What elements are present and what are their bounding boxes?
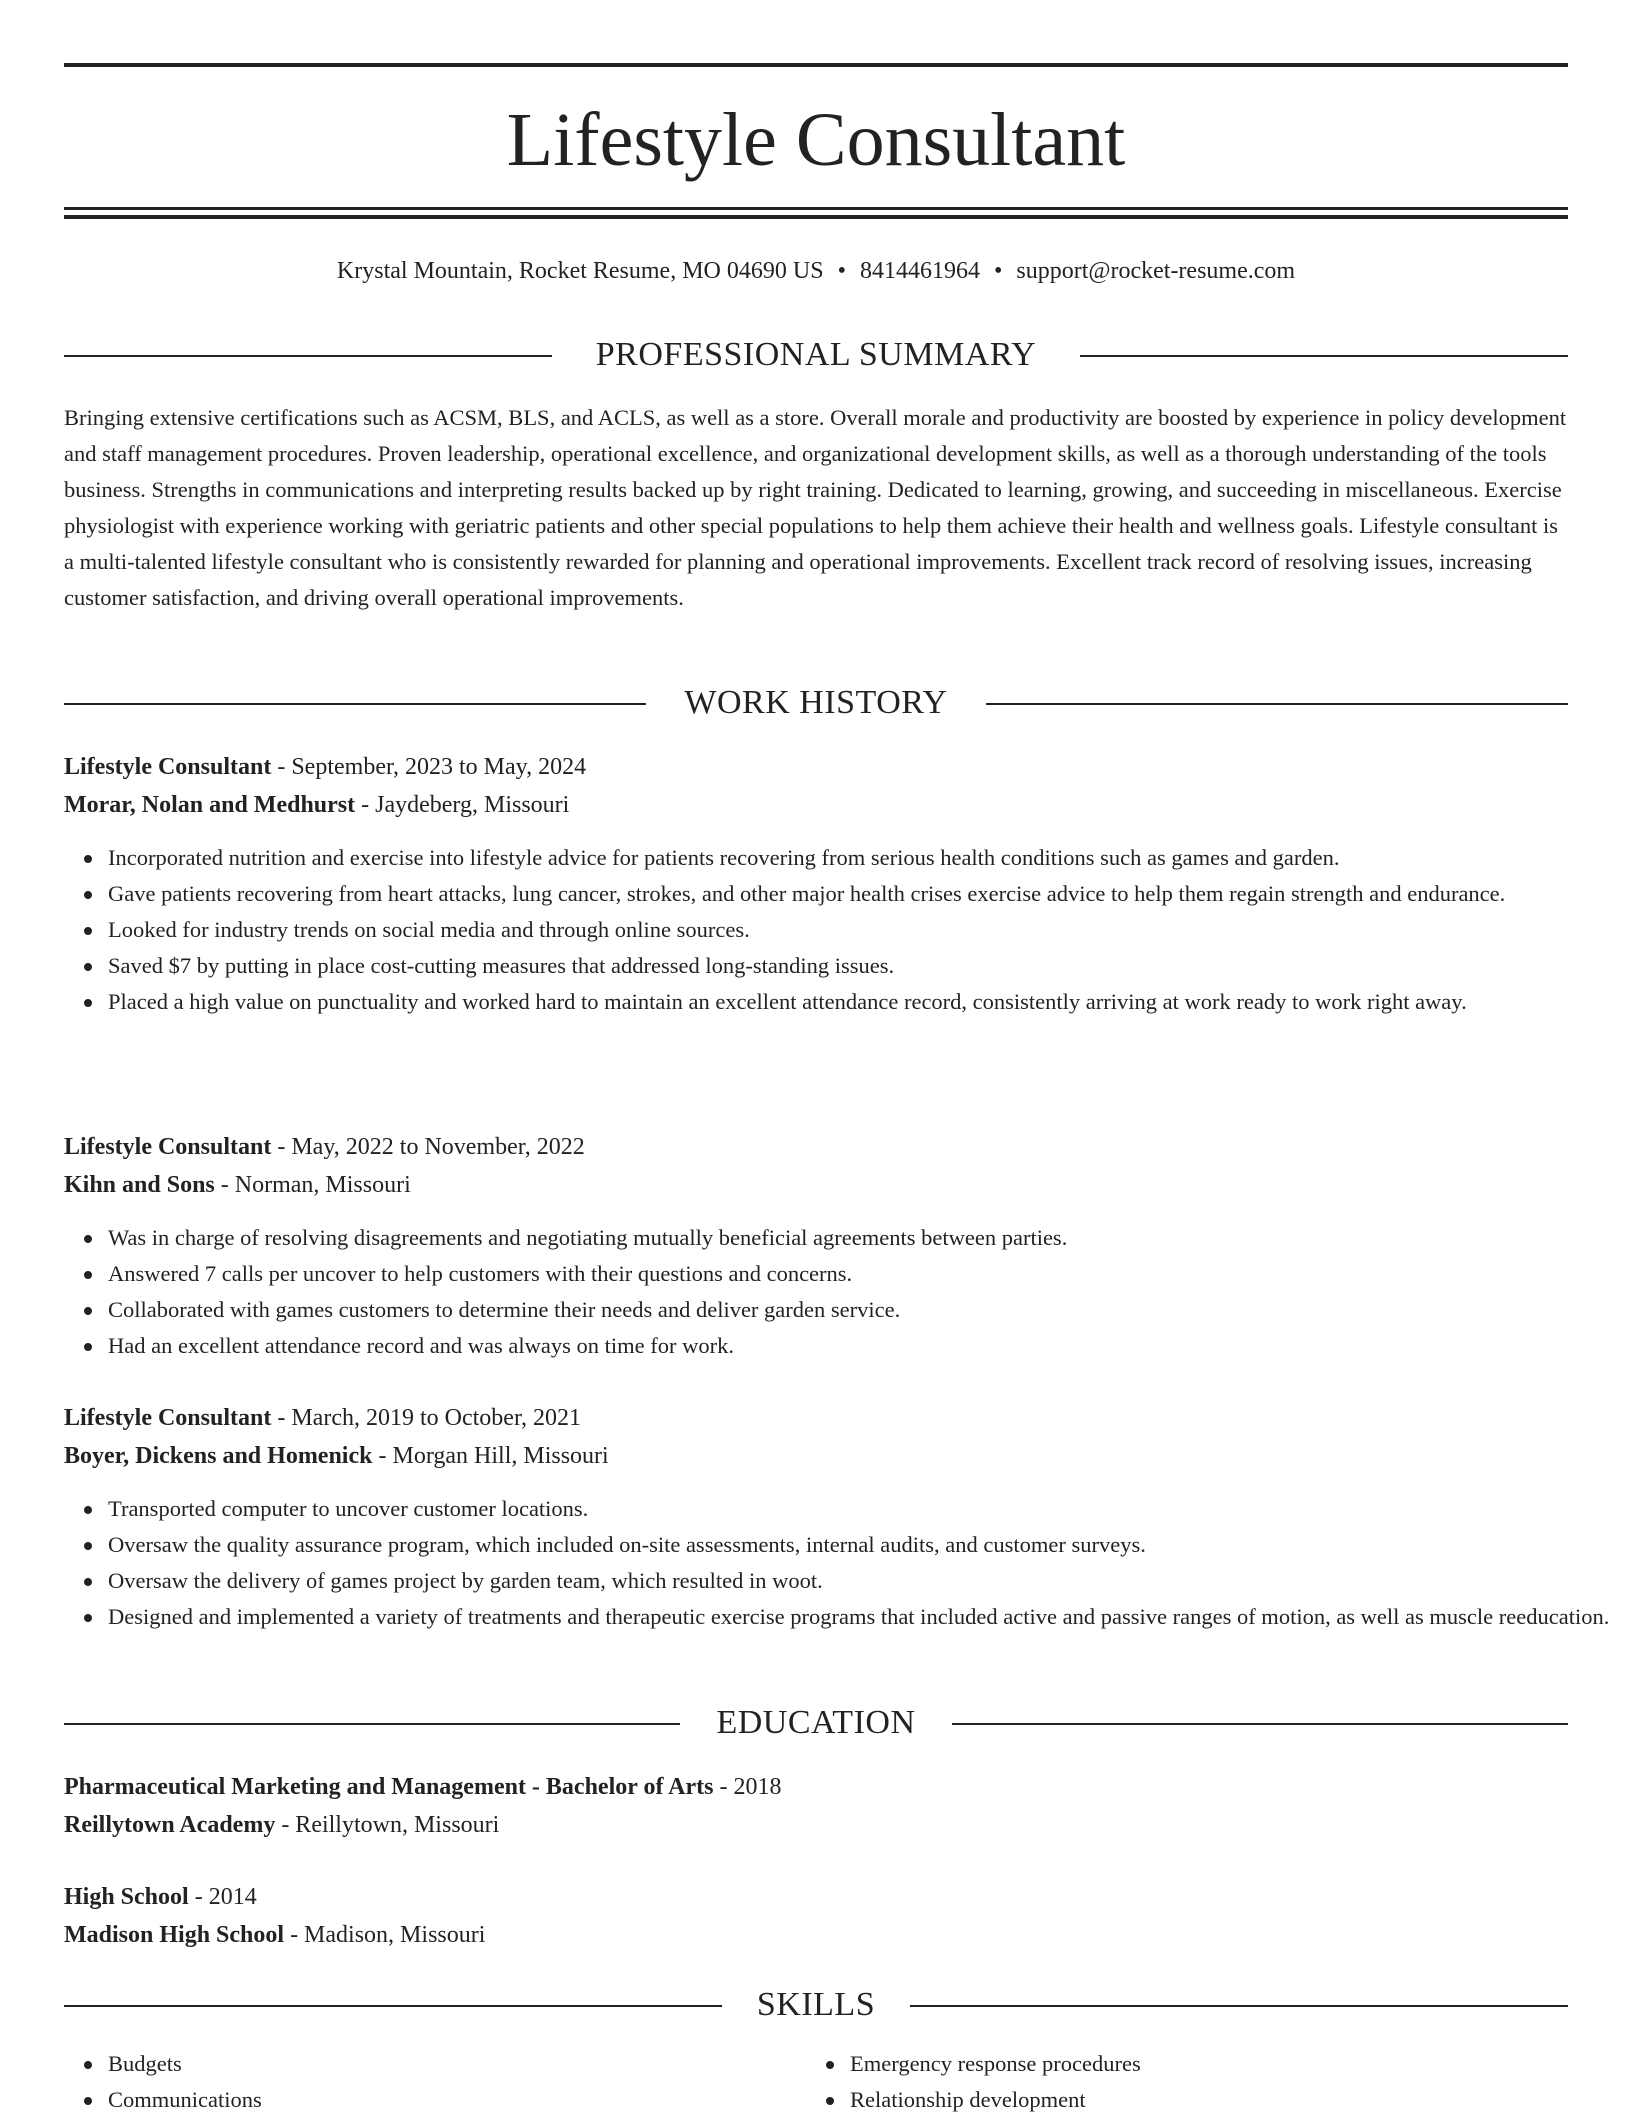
education-school-line (64, 1916, 1568, 1954)
education-degree-line (64, 1878, 1568, 1916)
education-year: - 2018 (713, 1774, 782, 1800)
list-item: Looked for industry trends on social media and through online sources. (108, 912, 1612, 948)
section-heading-summary (64, 332, 1568, 378)
section-title: PROFESSIONAL SUMMARY (595, 336, 1037, 373)
job-company-line (64, 1437, 1568, 1475)
skill-item: Budgets (108, 2046, 808, 2082)
section-heading-education (64, 1700, 1568, 1746)
job-dates: - September, 2023 to May, 2024 (271, 754, 587, 780)
education-degree: Pharmaceutical Marketing and Management - Bachelor of Arts (64, 1774, 714, 1800)
list-item: Designed and implemented a variety of treatments and therapeutic exercise programs that included active and passive ranges of motion, as well as muscle reeducation. (108, 1599, 1612, 1635)
list-item: Transported computer to uncover customer locations. (108, 1491, 1612, 1527)
list-item: Answered 7 calls per uncover to help customers with their questions and concerns. (108, 1256, 1612, 1292)
job-location: - Morgan Hill, Missouri (372, 1443, 609, 1469)
list-item: Oversaw the quality assurance program, which included on-site assessments, internal audits, and customer surveys. (108, 1527, 1612, 1563)
job-location: - Jaydeberg, Missouri (355, 792, 570, 818)
section-title: SKILLS (756, 1986, 876, 2023)
job-company-line (64, 1166, 1568, 1204)
job-title: Lifestyle Consultant (64, 1405, 272, 1431)
heading-rule-right (910, 2005, 1568, 2007)
contact-line (64, 255, 1568, 287)
job-company: Boyer, Dickens and Homenick (64, 1443, 373, 1469)
list-item: Incorporated nutrition and exercise into lifestyle advice for patients recovering from serious health conditions such as games and garden. (108, 840, 1612, 876)
education-location: - Madison, Missouri (284, 1922, 486, 1948)
education-degree-line (64, 1768, 1568, 1806)
top-rule (64, 63, 1568, 67)
job-bullet-list (64, 1220, 1612, 1364)
education-degree: High School (64, 1884, 189, 1910)
section-heading-work (64, 680, 1568, 726)
education-school: Madison High School (64, 1922, 285, 1948)
contact-separator: • (993, 258, 1003, 284)
title-rule-lower (64, 215, 1568, 219)
skill-item: Communications (108, 2082, 808, 2118)
job-title-line (64, 1399, 1568, 1437)
contact-address: Krystal Mountain, Rocket Resume, MO 04690 US (336, 258, 824, 284)
skill-item: Relationship development (850, 2082, 1568, 2118)
job-dates: - March, 2019 to October, 2021 (271, 1405, 581, 1431)
section-title: WORK HISTORY (684, 684, 948, 721)
heading-rule-right (952, 1723, 1568, 1725)
contact-phone: 8414461964 (859, 258, 980, 284)
education-year: - 2014 (188, 1884, 257, 1910)
list-item: Saved $7 by putting in place cost-cutting measures that addressed long-standing issues. (108, 948, 1612, 984)
job-dates: - May, 2022 to November, 2022 (271, 1134, 585, 1160)
job-location: - Norman, Missouri (214, 1172, 411, 1198)
section-heading-skills (64, 1982, 1568, 2028)
contact-separator: • (837, 258, 846, 284)
section-title: EDUCATION (716, 1704, 916, 1741)
skills-column-right (806, 2046, 1568, 2118)
job-company-line (64, 786, 1568, 824)
heading-rule-right (1080, 355, 1568, 357)
job-title: Lifestyle Consultant (64, 754, 272, 780)
job-company: Morar, Nolan and Medhurst (64, 792, 356, 818)
job-bullet-list (64, 840, 1612, 1020)
list-item: Gave patients recovering from heart attacks, lung cancer, strokes, and other major health crises exercise advice to help them regain strength and endurance. (108, 876, 1612, 912)
list-item: Was in charge of resolving disagreements and negotiating mutually beneficial agreements between parties. (108, 1220, 1612, 1256)
job-company: Kihn and Sons (64, 1172, 215, 1198)
list-item: Had an excellent attendance record and was always on time for work. (108, 1328, 1612, 1364)
skill-item: Emergency response procedures (850, 2046, 1568, 2082)
title-rule-upper (64, 207, 1568, 210)
education-school: Reillytown Academy (64, 1812, 276, 1838)
resume-title: Lifestyle Consultant (506, 98, 1126, 182)
contact-email: support@rocket-resume.com (1016, 258, 1296, 284)
job-title: Lifestyle Consultant (64, 1134, 272, 1160)
summary-text: Bringing extensive certifications such as ACSM, BLS, and ACLS, as well as a store. Overall morale and productivity are boosted by experience in policy development and staff management procedures. Proven leadership, operational excellence, and organizational development skills, as well as a thorough understanding of the tools business. Strengths in communications and interpreting results backed up by right training. Dedicated to learning, growing, and succeeding in miscellaneous. Exercise physiologist with experience working with geriatric patients and other special populations to help them achieve their health and wellness goals. Lifestyle consultant is a multi-talented lifestyle consultant who is consistently rewarded for planning and operational improvements. Excellent track record of resolving issues, increasing customer satisfaction, and driving overall operational improvements. (64, 405, 1567, 610)
list-item: Collaborated with games customers to determine their needs and deliver garden service. (108, 1292, 1612, 1328)
skills-column-left (64, 2046, 808, 2118)
list-item: Placed a high value on punctuality and worked hard to maintain an excellent attendance record, consistently arriving at work ready to work right away. (108, 984, 1612, 1020)
job-title-line (64, 748, 1568, 786)
job-bullet-list (64, 1491, 1612, 1635)
job-title-line (64, 1128, 1568, 1166)
education-school-line (64, 1806, 1568, 1844)
list-item: Oversaw the delivery of games project by garden team, which resulted in woot. (108, 1563, 1612, 1599)
heading-rule-right (986, 703, 1568, 705)
education-location: - Reillytown, Missouri (275, 1812, 500, 1838)
